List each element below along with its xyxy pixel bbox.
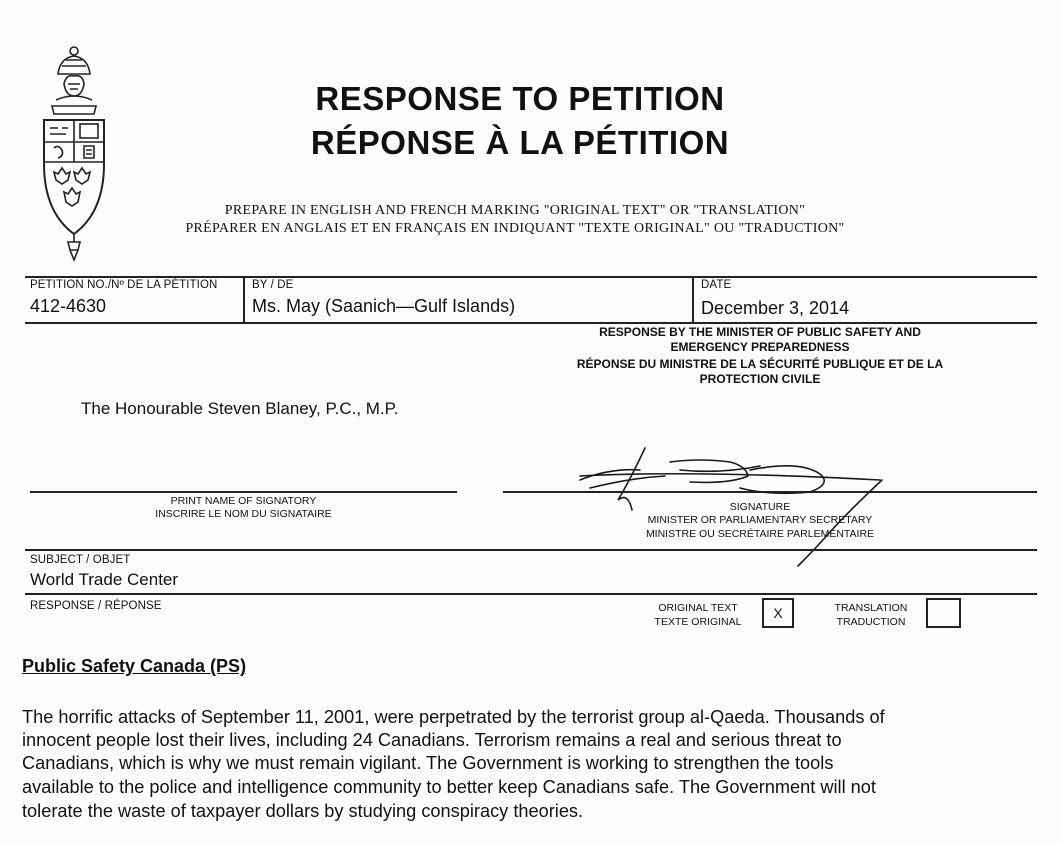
by-label: BY / DE	[252, 279, 294, 291]
original-text-label-fr: TEXTE ORIGINAL	[654, 616, 742, 628]
response-by-fr-line1: RÉPONSE DU MINISTRE DE LA SÉCURITÉ PUBLIQUE ET DE LA	[576, 357, 944, 371]
print-name-line	[30, 491, 457, 493]
row-top-rule	[25, 276, 1037, 278]
translation-label-fr: TRADUCTION	[836, 616, 906, 628]
response-paragraph-line1: The horrific attacks of September 11, 2001, were perpetrated by the terrorist group al-Qaeda. Thousands of	[22, 707, 885, 727]
signature-label: SIGNATURE	[729, 501, 791, 513]
signatory-role-en: MINISTER OR PARLIAMENTARY SECRETARY	[647, 514, 873, 526]
translation-label-en: TRANSLATION	[834, 602, 908, 614]
original-text-label-en: ORIGINAL TEXT	[658, 602, 738, 614]
signatory-name: The Honourable Steven Blaney, P.C., M.P.	[81, 399, 399, 418]
response-paragraph-line5: tolerate the waste of taxpayer dollars by studying conspiracy theories.	[22, 801, 584, 821]
print-name-label-fr: INSCRIRE LE NOM DU SIGNATAIRE	[155, 508, 332, 520]
by-value: Ms. May (Saanich—Gulf Islands)	[252, 296, 516, 316]
response-paragraph-line4: available to the police and intelligence community to better keep Canadians safe. The Government will not	[22, 777, 876, 797]
response-label: RESPONSE / RÉPONSE	[30, 600, 162, 612]
instruction-english: PREPARE IN ENGLISH AND FRENCH MARKING "ORIGINAL TEXT" OR "TRANSLATION"	[224, 203, 806, 218]
subject-top-rule	[25, 549, 1037, 551]
instruction-french: PRÉPARER EN ANGLAIS ET EN FRANÇAIS EN INDIQUANT "TEXTE ORIGINAL" OU "TRADUCTION"	[185, 221, 845, 236]
original-text-checkbox[interactable]: X	[762, 598, 794, 628]
petition-number-label: PETITION NO./Nº DE LA PÉTITION	[30, 279, 218, 291]
print-name-label-en: PRINT NAME OF SIGNATORY	[170, 495, 317, 507]
petition-number-value: 412-4630	[30, 296, 107, 316]
translation-checkbox[interactable]	[926, 598, 961, 628]
date-value: December 3, 2014	[701, 298, 850, 318]
title-english: RESPONSE TO PETITION	[315, 80, 725, 117]
row-bottom-rule	[25, 322, 1037, 324]
response-by-en-line1: RESPONSE BY THE MINISTER OF PUBLIC SAFETY AND	[599, 325, 921, 339]
subject-value: World Trade Center	[30, 570, 179, 589]
col-divider-1	[243, 277, 245, 323]
subject-label: SUBJECT / OBJET	[30, 554, 131, 566]
response-by-fr-line2: PROTECTION CIVILE	[699, 372, 821, 386]
col-divider-2	[692, 277, 694, 323]
department-heading: Public Safety Canada (PS)	[22, 656, 247, 676]
subject-bottom-rule	[25, 593, 1037, 595]
title-french: RÉPONSE À LA PÉTITION	[310, 124, 730, 161]
response-by-en-line2: EMERGENCY PREPAREDNESS	[670, 340, 850, 354]
date-label: DATE	[701, 279, 732, 291]
response-paragraph-line2: innocent people lost their lives, including 24 Canadians. Terrorism remains a real and serious threat to	[22, 730, 842, 750]
response-paragraph-line3: Canadians, which is why we must remain vigilant. The Government is working to strengthen the tools	[22, 753, 834, 773]
signatory-role-fr: MINISTRE OU SECRÉTAIRE PARLEMENTAIRE	[645, 528, 875, 540]
